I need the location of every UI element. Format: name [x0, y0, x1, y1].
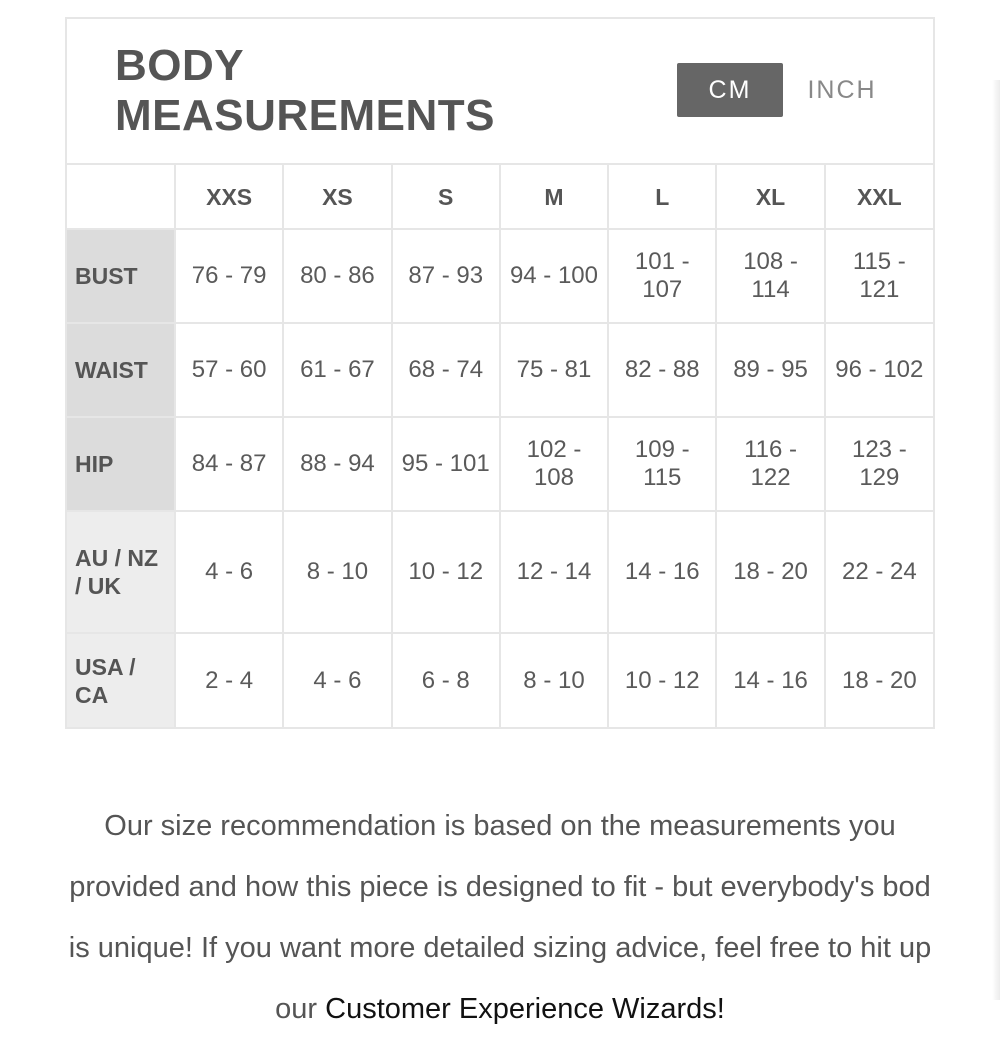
table-cell: 6 - 8: [392, 633, 500, 727]
table-cell: 57 - 60: [175, 323, 283, 417]
size-header-l: L: [608, 165, 716, 229]
table-cell: 10 - 12: [392, 511, 500, 633]
title-line-1: BODY: [115, 41, 245, 90]
size-header-xxl: XXL: [825, 165, 933, 229]
size-chart-header: [67, 19, 933, 165]
table-cell: 109 - 115: [608, 417, 716, 511]
table-corner-cell: [67, 165, 175, 229]
table-cell: 68 - 74: [392, 323, 500, 417]
customer-experience-link[interactable]: Customer Experience Wizards!: [325, 993, 725, 1025]
size-table: [67, 165, 933, 727]
page-title: [115, 41, 495, 141]
unit-cm-button[interactable]: CM: [677, 63, 783, 117]
table-cell: 8 - 10: [283, 511, 391, 633]
size-header-s: S: [392, 165, 500, 229]
table-cell: 108 - 114: [716, 229, 824, 323]
table-cell: 76 - 79: [175, 229, 283, 323]
table-cell: 14 - 16: [608, 511, 716, 633]
table-cell: 96 - 102: [825, 323, 933, 417]
table-cell: 22 - 24: [825, 511, 933, 633]
table-cell: 123 - 129: [825, 417, 933, 511]
table-cell: 94 - 100: [500, 229, 608, 323]
table-cell: 61 - 67: [283, 323, 391, 417]
size-header-m: M: [500, 165, 608, 229]
table-cell: 89 - 95: [716, 323, 824, 417]
table-cell: 8 - 10: [500, 633, 608, 727]
size-header-row: [67, 165, 933, 229]
row-label-bust: BUST: [67, 229, 175, 323]
table-cell: 10 - 12: [608, 633, 716, 727]
table-cell: 115 - 121: [825, 229, 933, 323]
table-row-hip: [67, 417, 933, 511]
table-cell: 82 - 88: [608, 323, 716, 417]
recommendation-body: Our size recommendation is based on the measurements you provided and how this piece is designed to fit - but everybody's bod is unique! If you want more detailed sizing advice, feel free to hit up our: [68, 810, 932, 1025]
table-cell: 18 - 20: [716, 511, 824, 633]
title-line-2: MEASUREMENTS: [115, 91, 496, 140]
table-row-bust: [67, 229, 933, 323]
table-row-usa-ca: [67, 633, 933, 727]
table-cell: 75 - 81: [500, 323, 608, 417]
row-label-hip: HIP: [67, 417, 175, 511]
table-cell: 102 - 108: [500, 417, 608, 511]
table-cell: 18 - 20: [825, 633, 933, 727]
table-cell: 4 - 6: [283, 633, 391, 727]
unit-toggle: [677, 63, 895, 117]
table-cell: 88 - 94: [283, 417, 391, 511]
size-header-xxs: XXS: [175, 165, 283, 229]
table-cell: 87 - 93: [392, 229, 500, 323]
table-cell: 12 - 14: [500, 511, 608, 633]
row-label-au-nz-uk: AU / NZ / UK: [67, 511, 175, 633]
row-label-usa-ca: USA / CA: [67, 633, 175, 727]
table-cell: 84 - 87: [175, 417, 283, 511]
table-cell: 4 - 6: [175, 511, 283, 633]
table-row-au-nz-uk: [67, 511, 933, 633]
table-cell: 2 - 4: [175, 633, 283, 727]
unit-inch-button[interactable]: INCH: [807, 75, 877, 104]
table-cell: 116 - 122: [716, 417, 824, 511]
size-chart: [65, 17, 935, 729]
size-header-xs: XS: [283, 165, 391, 229]
scroll-edge-shadow: [992, 80, 1000, 1000]
size-header-xl: XL: [716, 165, 824, 229]
table-cell: 80 - 86: [283, 229, 391, 323]
table-cell: 14 - 16: [716, 633, 824, 727]
row-label-waist: WAIST: [67, 323, 175, 417]
size-recommendation-text: [60, 796, 940, 1040]
table-cell: 95 - 101: [392, 417, 500, 511]
table-cell: 101 - 107: [608, 229, 716, 323]
table-row-waist: [67, 323, 933, 417]
